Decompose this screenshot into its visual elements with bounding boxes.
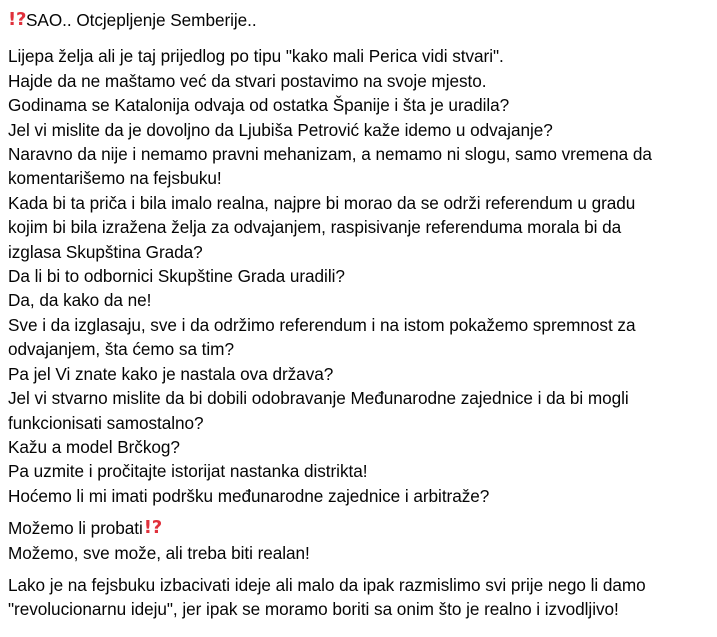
- text-line: Da li bi to odbornici Skupštine Grada uradili?: [8, 266, 345, 287]
- text-line: Kada bi ta priča i bila imalo realna, najpre bi morao da se održi referendum u gradu: [8, 192, 636, 213]
- text-line: kojim bi bila izražena želja za odvajanjem, raspisivanje referenduma morala bi da: [8, 217, 622, 238]
- paragraph-3: [8, 573, 709, 622]
- text-line: Godinama se Katalonija odvaja od ostatka Španije i šta je uradila?: [8, 95, 510, 116]
- post-heading-text: SAO.. Otcjepljenje Semberije..: [26, 10, 257, 30]
- post-text: [8, 8, 709, 622]
- paragraph-2: [8, 516, 709, 565]
- text-line: Pa jel Vi znate kako je nastala ova država?: [8, 363, 334, 384]
- text-line: Pa uzmite i pročitajte istorijat nastanka distrikta!: [8, 461, 368, 482]
- text-line: Kažu a model Brčkog?: [8, 436, 180, 457]
- text-line-content: Možemo li probati: [8, 518, 143, 539]
- text-line: Sve i da izglasaju, sve i da održimo referendum i na istom pokažemo spremnost za: [8, 314, 636, 335]
- text-line: odvajanjem, šta ćemo sa tim?: [8, 339, 234, 360]
- text-line: komentarišemo na fejsbuku!: [8, 168, 222, 189]
- text-line: Da, da kako da ne!: [8, 290, 152, 311]
- text-line: Jel vi mislite da je dovoljno da Ljubiša Petrović kaže idemo u odvajanje?: [8, 119, 553, 140]
- text-line: Naravno da nije i nemamo pravni mehanizam, a nemamo ni slogu, samo vremena da: [8, 144, 652, 165]
- text-line: funkcionisati samostalno?: [8, 412, 204, 433]
- text-line: Lako je na fejsbuku izbacivati ideje ali malo da ipak razmislimo svi prije nego li damo: [8, 574, 646, 595]
- text-line: Hajde da ne maštamo već da stvari postavimo na svoje mjesto.: [8, 70, 487, 91]
- double-exclamation-question-icon: ! ?: [143, 517, 163, 539]
- text-line: Jel vi stvarno mislite da bi dobili odobravanje Međunarodne zajednice i da bi mogli: [8, 388, 629, 409]
- double-exclamation-question-icon: ! ?: [8, 9, 27, 30]
- post-heading: [8, 8, 709, 32]
- text-line: Hoćemo li mi imati podršku međunarodne zajednice i arbitraže?: [8, 485, 490, 506]
- paragraph-1: [8, 44, 709, 508]
- text-line: "revolucionarnu ideju", jer ipak se moramo boriti sa onim što je realno i izvodljivo!: [8, 599, 619, 620]
- text-line: izglasa Skupština Grada?: [8, 241, 203, 262]
- text-line: [8, 516, 709, 540]
- text-line: Lijepa želja ali je taj prijedlog po tipu "kako mali Perica vidi stvari".: [8, 46, 504, 67]
- text-line: Možemo, sve može, ali treba biti realan!: [8, 542, 310, 563]
